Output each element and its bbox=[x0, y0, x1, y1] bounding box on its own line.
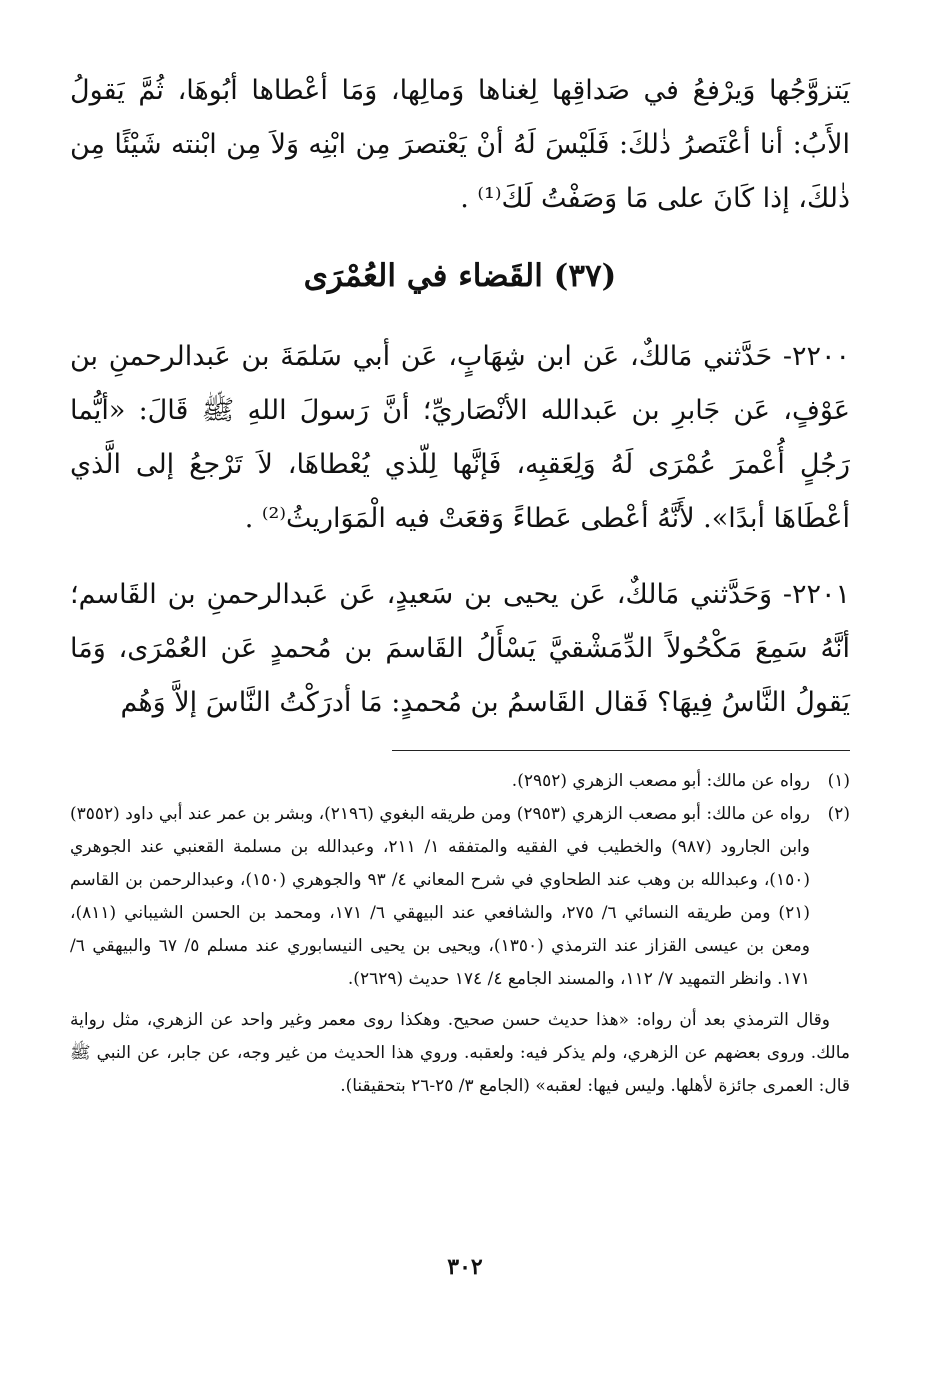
footnote-text: رواه عن مالك: أبو مصعب الزهري (٢٩٥٢). bbox=[511, 771, 810, 791]
footnote-tirmidhi-note: وقال الترمذي بعد أن رواه: «هذا حديث حسن صحيح. وهكذا روى معمر وغير واحد عن الزهري، مثل رواية مالك. وروى بعضهم عن الزهري، ولم يذكر فيه: ولعقبه. وروي هذا الحديث من غير وجه، عن جابر، عن النبي ﷺ قال: العمرى جائزة لأهلها. وليس فيها: لعقبه» (الجامع ٣/ ٢٥-٢٦ بتحقيقنا). bbox=[70, 1010, 850, 1096]
footnote-1 bbox=[70, 765, 850, 798]
footnote-text: رواه عن مالك: أبو مصعب الزهري (٢٩٥٣) ومن طريقه البغوي (٢١٩٦)، وبشر بن عمر عند أبي داود (٣٥٥٢) وابن الجارود (٩٨٧) والخطيب في الفقيه والمتفقه ١/ ٢١١، وعبدالله بن مسلمة القعنبي عند الجوهري (١٥٠)، وعبدالله بن وهب عند الطحاوي في شرح المعاني ٤/ ٩٣ والجوهري (١٥٠)، وعبدالرحمن بن القاسم (٢١) ومن طريقه النسائي ٦/ ٢٧٥، والشافعي عند البيهقي ٦/ ١٧١، ومحمد بن الحسن الشيباني (٨١١)، ومعن بن عيسى القزاز عند الترمذي (١٣٥٠)، ويحيى بن يحيى النيسابوري عند مسلم ٥/ ٦٧ والبيهقي ٦/ ١٧١. وانظر التمهيد ٧/ ١١٢، والمسند الجامع ٤/ ١٧٤ حديث (٢٦٢٩). bbox=[70, 804, 810, 989]
hadith-2201: ٢٢٠١- وَحَدَّثني مَالكٌ، عَن يحيى بن سَعيدٍ، عَن عَبدالرحمنِ بن القَاسم؛ أنَّهُ سَمِعَ مَكْحُولاً الدِّمَشْقيَّ يَسْأَلُ القَاسمَ بن مُحمدٍ عَن العُمْرَى، وَمَا يَقولُ النَّاسُ فِيهَا؟ فَقال القَاسمُ بن مُحمدٍ: مَا أدرَكْتُ النَّاسَ إلاَّ وَهُم bbox=[70, 579, 850, 718]
page-number: ٣٠٢ bbox=[447, 1254, 483, 1280]
footnotes bbox=[70, 765, 850, 1103]
footnote-number: (٢) bbox=[827, 804, 850, 824]
footnote-number: (١) bbox=[827, 771, 850, 791]
footnote-2 bbox=[70, 798, 850, 996]
footnote-divider bbox=[392, 750, 850, 751]
intro-paragraph: يَتزوَّجُها وَيرْفعُ في صَداقِها لِغناها وَمالِها، وَمَا أعْطاها أبُوهَا، ثُمَّ يَقولُ الأَبُ: أنا أعْتَصرُ ذٰلكَ: فَلَيْسَ لَهُ أنْ يَعْتصرَ مِن ابْنِه وَلاَ مِن ابْنته شَيْئًا مِن ذٰلكَ، إذا كَانَ على مَا وَصَفْتُ لَكَ⁽¹⁾ . bbox=[70, 75, 850, 214]
section-title: (٣٧) القَضاء في العُمْرَى bbox=[303, 258, 617, 294]
page-body bbox=[70, 62, 850, 1103]
hadith-2200: ٢٢٠٠- حَدَّثني مَالكٌ، عَن ابن شِهَابٍ، عَن أبي سَلمَةَ بن عَبدالرحمنِ بن عَوْفٍ، عَن جَابرِ بن عَبدالله الأنْصَاريِّ؛ أنَّ رَسولَ اللهِ ﷺ قَالَ: «أيُّما رَجُلٍ أُعْمرَ عُمْرَى لَهُ وَلِعَقبِه، فَإنَّها لِلّذي يُعْطاهَا، لاَ تَرْجعُ إلى الَّذي أعْطَاهَا أبدًا». لأَنَّهُ أعْطى عَطاءً وَقعَتْ فيه الْمَوَاريثُ⁽²⁾ . bbox=[70, 341, 850, 534]
